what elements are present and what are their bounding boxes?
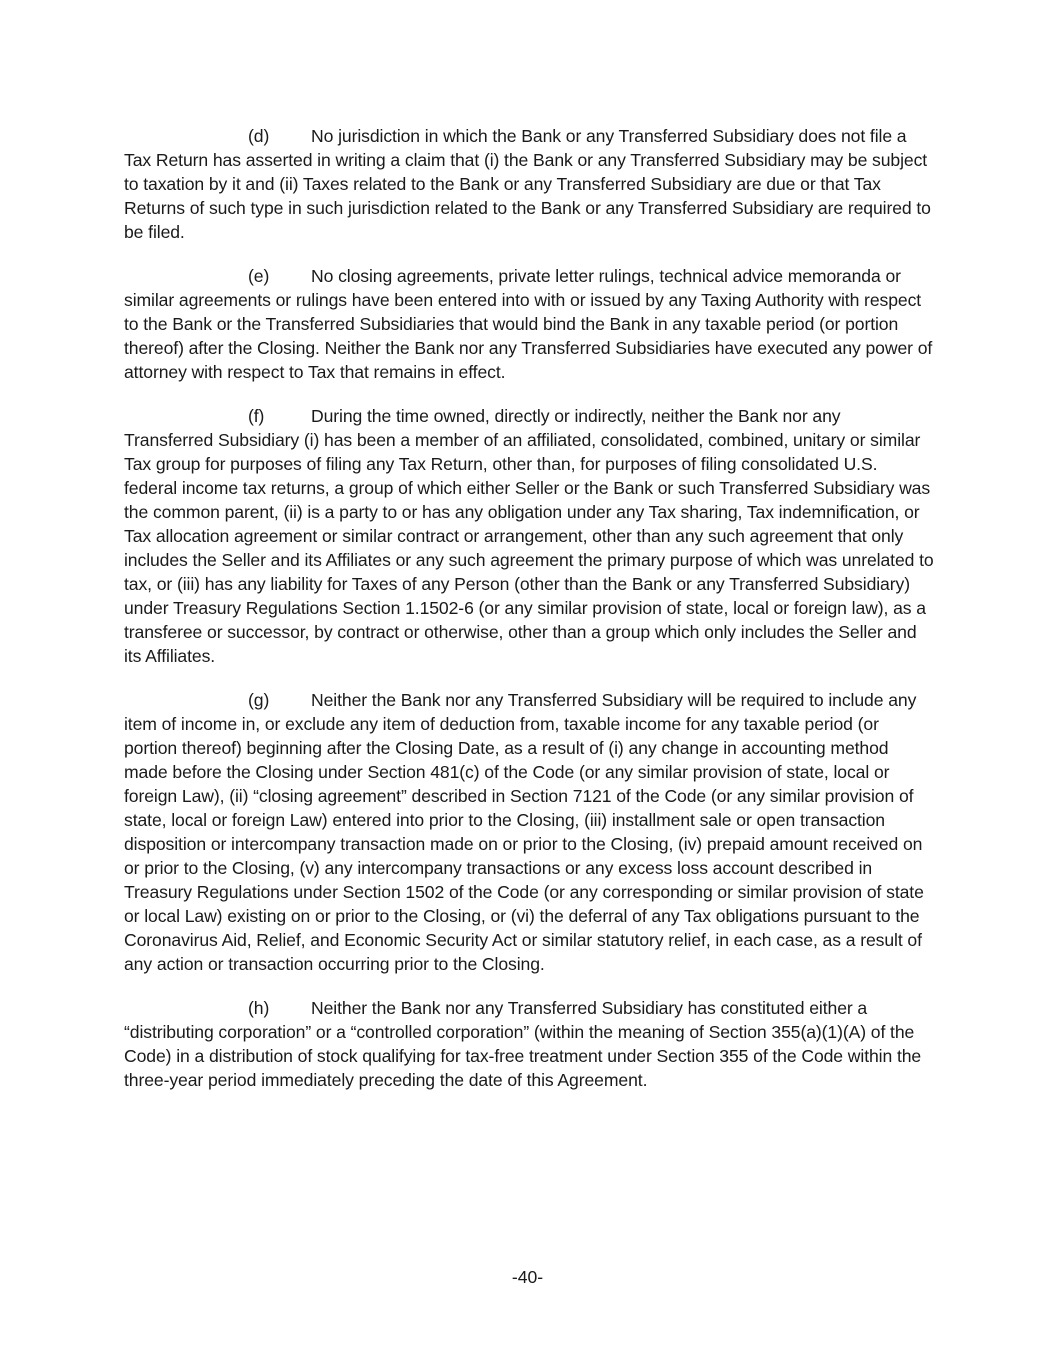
paragraph-label-f: (f) (248, 406, 265, 426)
paragraph-label-e: (e) (248, 266, 270, 286)
paragraph-text-d: No jurisdiction in which the Bank or any Transferred Subsidiary does not file a Tax Return has asserted in writing a claim that (i) the Bank or any Transferred Subsidiary may be subject to taxation by it and (ii) Taxes related to the Bank or any Transferred Subsidiary are due or that Tax Returns of such type in such jurisdiction related to the Bank or any Transferred Subsidiary are required to be filed. (124, 126, 931, 242)
paragraph-label-d: (d) (248, 126, 270, 146)
paragraph-text-g: Neither the Bank nor any Transferred Subsidiary will be required to include any item of income in, or exclude any item of deduction from, taxable income for any taxable period (or portion thereof) beginning after the Closing Date, as a result of (i) any change in accounting method made before the Closing under Section 481(c) of the Code (or any similar provision of state, local or foreign Law), (ii) “closing agreement” described in Section 7121 of the Code (or any similar provision of state, local or foreign Law) entered into prior to the Closing, (iii) installment sale or open transaction disposition or intercompany transaction made on or prior to the Closing, (iv) prepaid amount received on or prior to the Closing, (v) any intercompany transactions or any excess loss account described in Treasury Regulations under Section 1502 of the Code (or any corresponding or similar provision of state or local Law) existing on or prior to the Closing, or (vi) the deferral of any Tax obligations pursuant to the Coronavirus Aid, Relief, and Economic Security Act or similar statutory relief, in each case, as a result of any action or transaction occurring prior to the Closing. (124, 690, 924, 974)
paragraph-d (124, 124, 934, 244)
paragraph-g (124, 688, 934, 976)
document-body (124, 124, 934, 1112)
paragraph-text-f: During the time owned, directly or indirectly, neither the Bank nor any Transferred Subsidiary (i) has been a member of an affiliated, consolidated, combined, unitary or similar Tax group for purposes of filing any Tax Return, other than, for purposes of filing consolidated U.S. federal income tax returns, a group of which either Seller or the Bank or such Transferred Subsidiary was the common parent, (ii) is a party to or has any obligation under any Tax sharing, Tax indemnification, or Tax allocation agreement or similar contract or arrangement, other than any such agreement that only includes the Seller and its Affiliates or any such agreement the primary purpose of which was unrelated to tax, or (iii) has any liability for Taxes of any Person (other than the Bank or any Transferred Subsidiary) under Treasury Regulations Section 1.1502-6 (or any similar provision of state, local or foreign law), as a transferee or successor, by contract or otherwise, other than a group which only includes the Seller and its Affiliates. (124, 406, 934, 666)
paragraph-e (124, 264, 934, 384)
paragraph-label-g: (g) (248, 690, 270, 710)
page-number: -40- (511, 1267, 544, 1287)
paragraph-text-e: No closing agreements, private letter rulings, technical advice memoranda or similar agreements or rulings have been entered into with or issued by any Taxing Authority with respect to the Bank or the Transferred Subsidiaries that would bind the Bank in any taxable period (or portion thereof) after the Closing. Neither the Bank nor any Transferred Subsidiaries have executed any power of attorney with respect to Tax that remains in effect. (124, 266, 933, 382)
paragraph-label-h: (h) (248, 998, 270, 1018)
paragraph-h (124, 996, 934, 1092)
paragraph-text-h: Neither the Bank nor any Transferred Subsidiary has constituted either a “distributing corporation” or a “controlled corporation” (within the meaning of Section 355(a)(1)(A) of the Code) in a distribution of stock qualifying for tax-free treatment under Section 355 of the Code within the three-year period immediately preceding the date of this Agreement. (124, 998, 922, 1090)
paragraph-f (124, 404, 934, 668)
